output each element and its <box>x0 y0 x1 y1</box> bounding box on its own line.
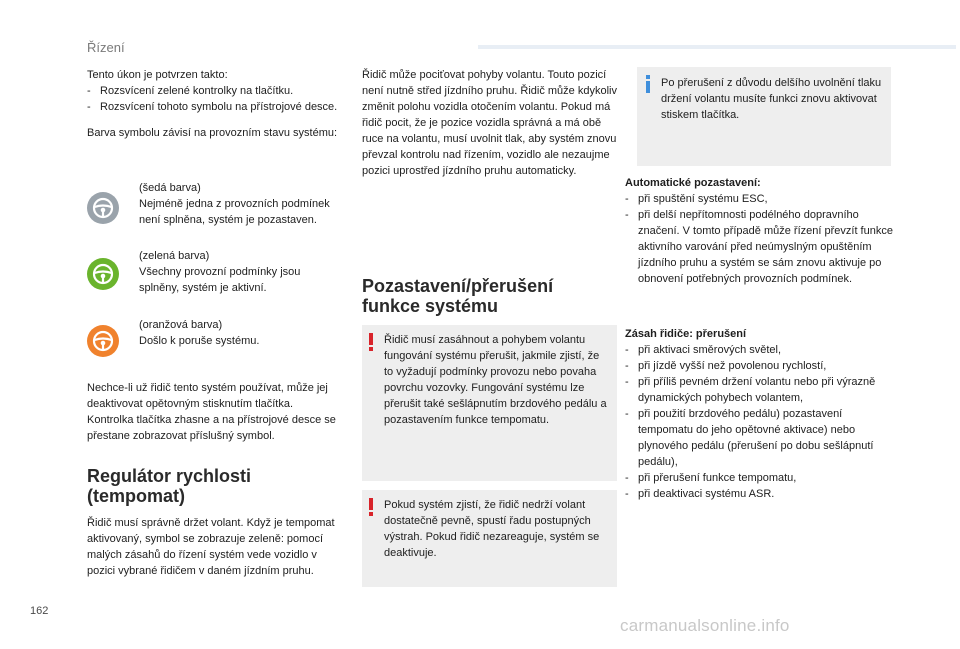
state-label: (šedá barva) <box>139 182 201 194</box>
state-text: Nejméně jedna z provozních podmínek není splněna, systém je pozastaven. <box>139 198 330 226</box>
auto-pause-block <box>625 175 895 287</box>
heading-pause: Pozastavení/přerušení funkce systému <box>362 276 554 316</box>
state-text: Všechny provozní podmínky jsou splněny, systém je aktivní. <box>139 266 301 294</box>
driver-intervention-title: Zásah řidiče: přerušení <box>625 328 747 340</box>
list-item: - při jízdě vyšší než povolenou rychlostí, <box>625 360 827 372</box>
intro-block <box>87 67 339 141</box>
tempomat-text: Řidič musí správně držet volant. Když je tempomat aktivovaný, symbol se zobrazuje zeleně: pomocí malých zásahů do řízení systém vede vozidlo v pozici vybrané řidičem v daném jízdním pruhu. <box>87 517 335 577</box>
section-title: Řízení <box>87 40 125 55</box>
info-text: Po přerušení z důvodu delšího uvolnění tlaku držení volantu musíte funkci znovu aktivovat stiskem tlačítka. <box>661 77 882 121</box>
list-item: - Rozsvícení zelené kontrolky na tlačítku. <box>87 85 294 97</box>
deactivate-text: Nechce-li už řidič tento systém používat, může jej deaktivovat opětovným stisknutím tlačítka. Kontrolka tlačítka zhasne a na přístrojové desce se přestane zobrazovat příslušný symbol. <box>87 382 336 442</box>
section-header-bar <box>478 45 956 49</box>
heading-tempomat: Regulátor rychlosti (tempomat) <box>87 466 252 506</box>
list-item: - při deaktivaci systému ASR. <box>625 488 775 500</box>
list-item: - při příliš pevném držení volantu nebo při výrazně dynamických pohybech volantem, <box>625 376 876 404</box>
state-label: (zelená barva) <box>139 250 210 262</box>
steering-wheel-gray-icon <box>87 192 119 224</box>
list-item: - při přerušení funkce tempomatu, <box>625 472 797 484</box>
info-box <box>637 67 891 166</box>
list-item: - Rozsvícení tohoto symbolu na přístrojové desce. <box>87 101 338 113</box>
list-item: - při spuštění systému ESC, <box>625 193 768 205</box>
list-item: - při delší nepřítomnosti podélného dopravního značení. V tomto případě může řízení převzít funkce aktivního varování před neúmyslným opuštěním jízdního pruhu a systém se sám znovu aktivuje po obnovení potřebných provozních podmínek. <box>625 209 893 285</box>
steering-wheel-green-icon <box>87 258 119 290</box>
state-label: (oranžová barva) <box>139 319 223 331</box>
state-text: Došlo k poruše systému. <box>139 335 260 347</box>
col2-text: Řidič může pociťovat pohyby volantu. Touto pozicí není nutně střed jízdního pruhu. Řidič může kdykoliv změnit polohu vozidla otočením volantu. Pokud má řidič pocit, že je pozice vozidla správná a má obě ruce na volantu, musí uvolnit tlak, aby systém znovu převzal kontrolu nad řízením, vozidlo ale nezaujme pozici uprostřed jízdního pruhu automaticky. <box>362 69 617 177</box>
warning-box <box>362 490 617 587</box>
warning-icon <box>369 498 373 510</box>
list-item: - při použití brzdového pedálu) pozastavení tempomatu do jeho opětovné aktivace) nebo plynového pedálu (přerušení po dobu sešlápnutí pedálu), <box>625 408 874 468</box>
intro-text: Tento úkon je potvrzen takto: <box>87 69 228 81</box>
info-icon <box>646 75 650 79</box>
auto-pause-title: Automatické pozastavení: <box>625 177 761 189</box>
watermark: carmanualsonline.info <box>620 616 790 635</box>
warning-text: Řidič musí zasáhnout a pohybem volantu fungování systému přerušit, jakmile zjistí, že to vyžadují podmínky provozu nebo povaha povrchu vozovky. Fungování systému lze přerušit také sešlápnutím brzdového pedálu a pozastavením funkce tempomatu. <box>384 334 607 426</box>
steering-wheel-orange-icon <box>87 325 119 357</box>
list-item: - při aktivaci směrových světel, <box>625 344 782 356</box>
page-number: 162 <box>30 605 49 617</box>
warning-box <box>362 325 617 481</box>
color-intro-text: Barva symbolu závisí na provozním stavu systému: <box>87 127 338 139</box>
warning-text: Pokud systém zjistí, že řidič nedrží volant dostatečně pevně, spustí řadu postupných výstrah. Pokud řidič nezareaguje, systém se deaktivuje. <box>384 499 600 559</box>
warning-icon <box>369 333 373 345</box>
driver-intervention-block <box>625 326 895 502</box>
